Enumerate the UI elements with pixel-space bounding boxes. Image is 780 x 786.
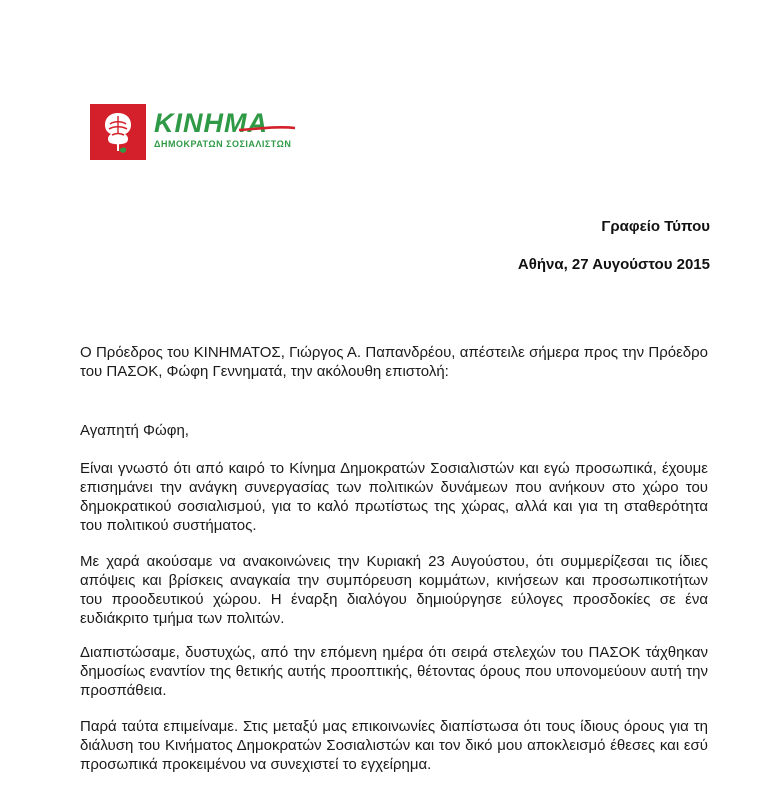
date-line: Αθήνα, 27 Αυγούστου 2015 (517, 256, 710, 273)
letter-paragraph (80, 643, 708, 700)
swoosh-icon (239, 120, 295, 134)
logo-subtitle: ΔΗΜΟΚΡΑΤΩΝ ΣΟΣΙΑΛΙΣΤΩΝ (154, 139, 292, 149)
paragraph-text: Διαπιστώσαμε, δυστυχώς, από την επόμενη ημέρα ότι σειρά στελεχών του ΠΑΣΟΚ τάχθηκαν δημοσίως εναντίον της θετικής αυτής προοπτικής, θέτοντας όρους που υπονομεύουν αυτή την προσπάθεια. (80, 644, 708, 699)
salutation (80, 421, 708, 440)
press-office-heading: Γραφείο Τύπου (601, 218, 710, 235)
paragraph-text: Με χαρά ακούσαμε να ανακοινώνεις την Κυριακή 23 Αυγούστου, ότι συμμερίζεσαι τις ίδιες απόψεις και βρίσκεις αναγκαία την συμπόρευση κομμάτων, κινήσεων και προσωπικοτήτων του προοδευτικού χώρου. Η έναρξη διαλόγου δημιούργησε εύλογες προσδοκίες σε ένα ευδιάκριτο τμήμα των πολιτών. (80, 553, 708, 627)
salutation-text: Αγαπητή Φώφη, (80, 422, 189, 439)
logo-wordmark (154, 108, 291, 149)
intro-paragraph (80, 343, 708, 381)
paragraph-text: Παρά ταύτα επιμείναμε. Στις μεταξύ μας επικοινωνίες διαπίστωσα ότι τους ίδιους όρους για τη διάλυση του Κινήματος Δημοκρατών Σοσιαλιστών και τον δικό μου αποκλεισμό έθεσες και εσύ προσωπικά προκειμένου να συνεχιστεί το εγχείρημα. (80, 718, 708, 773)
letter-paragraph (80, 717, 708, 774)
logo-rose-emblem (90, 104, 146, 160)
letter-paragraph (80, 552, 708, 628)
letter-paragraph (80, 459, 708, 535)
paragraph-text: Είναι γνωστό ότι από καιρό το Κίνημα Δημοκρατών Σοσιαλιστών και εγώ προσωπικά, έχουμε επισημάνει την ανάγκη συνεργασίας των πολιτικών δυνάμεων που ανήκουν στο χώρο του δημοκρατικού σοσιαλισμού, για το καλό πρωτίστως της χώρας, αλλά και για τη σταθερότητα του πολιτικού συστήματος. (80, 460, 708, 534)
intro-text: Ο Πρόεδρος του ΚΙΝΗΜΑΤΟΣ, Γιώργος Α. Παπανδρέου, απέστειλε σήμερα προς την Πρόεδρο του ΠΑΣΟΚ, Φώφη Γεννηματά, την ακόλουθη επιστολή: (80, 344, 708, 380)
rose-icon (90, 104, 146, 160)
logo-name: ΚΙΝΗΜΑ (154, 108, 268, 138)
